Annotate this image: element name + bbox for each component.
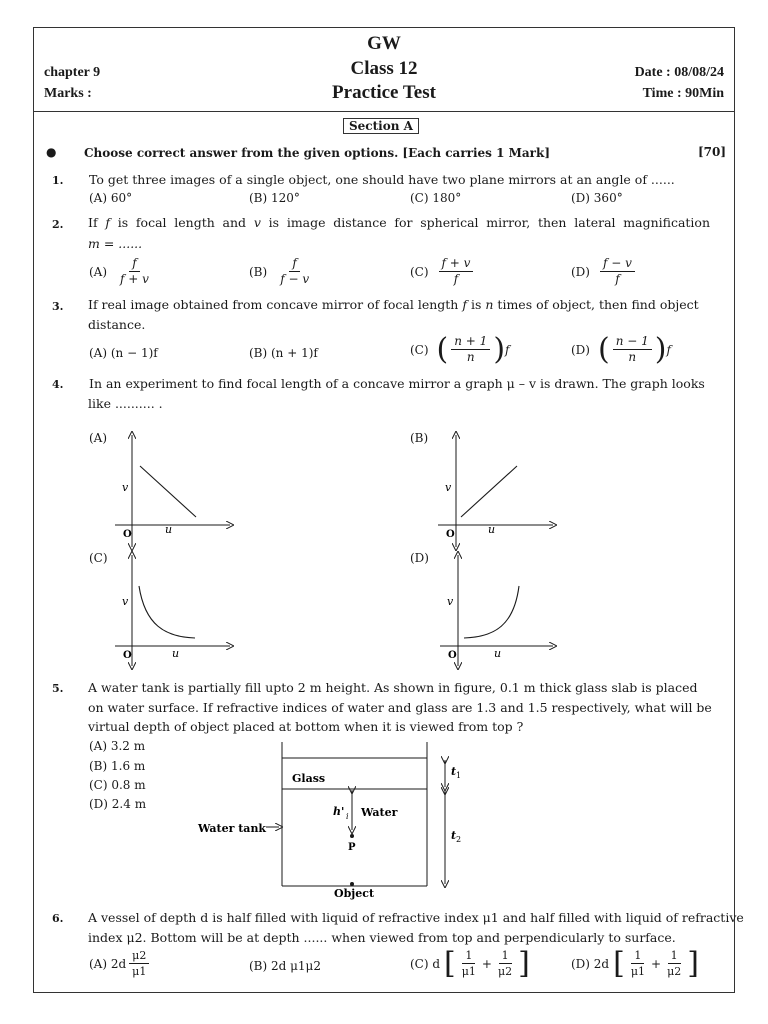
q6-text-line2: index μ2. Bottom will be at depth ...... when viewed from top and perpendicularly to surface. <box>88 930 676 945</box>
graph-c-xlabel: u <box>172 647 180 660</box>
q2-number: 2. <box>52 218 64 231</box>
q4-text-line2: like .......... . <box>88 396 163 411</box>
q3-d-num: n − 1 <box>613 334 652 350</box>
q1-option-a: (A) 60° <box>89 191 133 205</box>
q2-c-num: f + v <box>439 256 474 272</box>
q3-c-right-paren: ) <box>493 331 506 367</box>
q2-a-num: f <box>129 256 139 272</box>
t2-subscript: 2 <box>456 835 462 844</box>
graph-a <box>115 435 230 547</box>
q2-option-a-label: (A) <box>89 264 108 279</box>
graph-a-xlabel: u <box>165 523 173 536</box>
graph-b-origin: O <box>446 529 455 540</box>
q3-number: 3. <box>52 300 64 313</box>
q6-d-den2: μ2 <box>667 965 682 978</box>
q3-text-part3: times of object, then find object <box>497 297 699 312</box>
q2-var-f: f <box>105 215 110 230</box>
time-label: Time : 90Min <box>642 86 724 101</box>
q6-option-c-label: (C) d <box>410 956 441 971</box>
q2-text-part1: If <box>88 215 98 230</box>
q3-d-den: n <box>628 350 637 364</box>
graph-a-ylabel: v <box>122 481 129 494</box>
graph-d-origin: O <box>448 650 457 661</box>
q2-b-den: f − v <box>280 272 310 286</box>
section-total-marks: [70] <box>697 145 726 159</box>
q6-d-left-bracket: [ <box>613 945 625 981</box>
q4-graph-b-label: (B) <box>410 431 429 445</box>
graph-d <box>440 555 553 666</box>
q3-text-line2: distance. <box>88 317 146 332</box>
q3-c-left-paren: ( <box>436 331 449 367</box>
q5-option-d: (D) 2.4 m <box>89 797 147 811</box>
graph-c-ylabel: v <box>122 595 129 608</box>
q5-text-line2: on water surface. If refractive indices of water and glass are 1.3 and 1.5 respectively, what will be <box>88 700 712 715</box>
q6-number: 6. <box>52 912 64 925</box>
t2-label: t <box>451 829 457 842</box>
q6-a-num: μ2 <box>129 948 149 964</box>
graph-d-xlabel: u <box>494 647 502 660</box>
water-tank-label: Water tank <box>198 822 267 835</box>
object-label: Object <box>334 887 375 900</box>
q6-option-d <box>571 945 699 981</box>
q6-c-left-bracket: [ <box>444 945 456 981</box>
q3-text-part2: is <box>470 297 482 312</box>
q2-d-num: f − v <box>600 256 635 272</box>
q1-option-c: (C) 180° <box>410 191 462 205</box>
q2-a-den: f + v <box>120 272 149 286</box>
q4-text-line1: In an experiment to find focal length of a concave mirror a graph μ – v is drawn. The graph looks <box>89 376 705 391</box>
q6-c-right-bracket: ] <box>518 945 530 981</box>
q4-number: 4. <box>52 378 64 391</box>
graph-d-ylabel: v <box>447 595 454 608</box>
object-dot <box>350 882 354 886</box>
class-label: Class 12 <box>350 58 418 79</box>
graph-c-origin: O <box>123 650 132 661</box>
water-label: Water <box>361 806 398 819</box>
bullet-icon: ● <box>46 145 57 159</box>
h-prime-subscript: i <box>346 812 349 821</box>
q1-text: To get three images of a single object, one should have two plane mirrors at an angle of ...... <box>89 172 675 187</box>
graph-d-curve <box>464 586 519 638</box>
q6-c-den1: μ1 <box>461 965 476 978</box>
q2-b-num: f <box>289 256 299 272</box>
q6-d-right-bracket: ] <box>687 945 699 981</box>
graph-c <box>115 555 230 666</box>
graph-a-curve <box>140 466 196 517</box>
glass-label: Glass <box>292 772 326 785</box>
h-prime-label: h' <box>333 805 345 818</box>
q2-text-line2: m = ...... <box>88 236 143 251</box>
q5-option-a: (A) 3.2 m <box>89 739 146 753</box>
q4-graph-d-label: (D) <box>410 551 429 565</box>
q3-c-num: n + 1 <box>451 334 490 350</box>
q2-option-b-label: (B) <box>249 264 268 279</box>
q5-text-line1: A water tank is partially fill upto 2 m height. As shown in figure, 0.1 m thick glass slab is placed <box>88 680 698 695</box>
q6-d-num1: 1 <box>631 948 644 964</box>
q3-c-suffix: f <box>505 342 510 357</box>
q1-number: 1. <box>52 174 64 187</box>
q6-text-line1: A vessel of depth d is half filled with liquid of refractive index μ1 and half filled with liquid of refractive <box>88 910 744 925</box>
q2-option-c-label: (C) <box>410 264 429 279</box>
q6-option-c <box>410 945 530 981</box>
q3-option-b: (B) (n + 1)f <box>249 346 318 360</box>
q6-c-den2: μ2 <box>497 965 513 978</box>
q3-c-den: n <box>466 350 475 364</box>
q3-option-a: (A) (n − 1)f <box>89 346 158 360</box>
section-title: Section A <box>343 118 419 134</box>
q3-var-n: n <box>485 297 494 312</box>
graph-b-curve <box>461 466 517 517</box>
q2-var-v: v <box>253 215 261 230</box>
q1-option-b: (B) 120° <box>249 191 300 205</box>
graph-b-ylabel: v <box>445 481 452 494</box>
paper-title: GW <box>367 33 401 54</box>
marks-label: Marks : <box>44 86 92 101</box>
q2-d-den: f <box>615 272 620 286</box>
q6-d-num2: 1 <box>668 948 681 964</box>
q5-text-line3: virtual depth of object placed at bottom when it is viewed from top ? <box>88 719 524 734</box>
point-p-label: P <box>348 842 356 853</box>
q2-text-part3: is image distance for spherical mirror, then lateral magnification <box>268 215 711 230</box>
q6-option-a <box>89 948 152 979</box>
q6-c-num2: 1 <box>499 948 512 964</box>
chapter-label: chapter 9 <box>44 65 101 80</box>
point-p-dot <box>350 834 354 838</box>
q3-var-f: f <box>462 297 467 312</box>
q6-option-a-label: (A) 2d <box>89 956 127 971</box>
section-instruction: Choose correct answer from the given options. [Each carries 1 Mark] <box>84 146 550 160</box>
q6-option-b: (B) 2d μ1μ2 <box>249 959 321 973</box>
graph-b-xlabel: u <box>488 523 496 536</box>
q6-c-plus: + <box>481 956 492 971</box>
q2-option-d-label: (D) <box>571 264 590 279</box>
q1-option-d: (D) 360° <box>571 191 623 205</box>
q3-text-part1: If real image obtained from concave mirror of focal length <box>88 297 459 312</box>
test-name: Practice Test <box>332 82 436 103</box>
q6-d-den1: μ1 <box>630 965 645 978</box>
q2-c-den: f <box>453 272 459 286</box>
q6-c-num1: 1 <box>462 948 475 964</box>
q3-d-right-paren: ) <box>654 331 667 367</box>
t1-subscript: 1 <box>456 771 462 780</box>
t1-label: t <box>451 765 457 778</box>
q5-tank-figure <box>197 742 461 900</box>
graph-a-origin: O <box>123 529 132 540</box>
graph-c-curve <box>139 586 195 638</box>
q3-option-c-label: (C) <box>410 342 429 357</box>
q2-text-part2: is focal length and <box>117 215 247 230</box>
q4-graph-a-label: (A) <box>89 431 108 445</box>
q4-graph-c-label: (C) <box>89 551 108 565</box>
q5-number: 5. <box>52 682 64 695</box>
q6-a-den: μ1 <box>132 965 147 978</box>
q5-option-c: (C) 0.8 m <box>89 778 146 792</box>
q5-option-b: (B) 1.6 m <box>89 759 146 773</box>
q3-d-suffix: f <box>666 342 671 357</box>
q6-d-plus: + <box>651 956 662 971</box>
graph-b <box>438 435 553 547</box>
date-label: Date : 08/08/24 <box>634 65 724 80</box>
q3-option-d-label: (D) <box>571 342 590 357</box>
q6-option-d-label: (D) 2d <box>571 956 610 971</box>
q3-d-left-paren: ( <box>597 331 610 367</box>
